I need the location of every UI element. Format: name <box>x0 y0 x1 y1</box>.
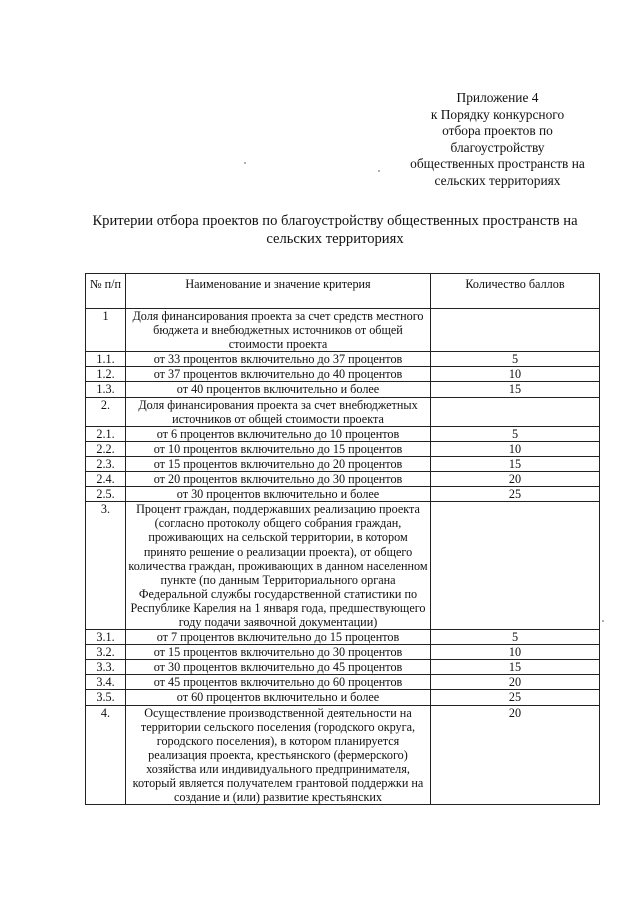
appendix-line: общественных пространств на <box>410 156 585 172</box>
row-points: 5 <box>431 352 600 367</box>
row-criterion: от 6 процентов включительно до 10 процентов <box>126 426 431 441</box>
table-row <box>86 660 600 675</box>
row-number: 3.5. <box>86 690 126 705</box>
appendix-header <box>390 90 605 190</box>
row-points: 10 <box>431 645 600 660</box>
row-criterion: от 33 процентов включительно до 37 процентов <box>126 352 431 367</box>
row-criterion: Осуществление производственной деятельности на территории сельского поселения (городского округа, городского поселения), в котором планируется реализация проекта, крестьянского (фермерского) хозяйства или индивидуального предпринимателя, который является получателем грантовой поддержки на создание и (или) развитие крестьянских <box>126 705 431 805</box>
table-row <box>86 675 600 690</box>
row-number: 4. <box>86 705 126 805</box>
row-points: 25 <box>431 690 600 705</box>
criteria-table <box>85 273 600 805</box>
appendix-line: отбора проектов по <box>442 123 553 139</box>
table-row <box>86 367 600 382</box>
row-criterion: Доля финансирования проекта за счет внебюджетных источников от общей стоимости проекта <box>126 397 431 426</box>
appendix-line: сельских территориях <box>434 172 561 188</box>
table-row <box>86 441 600 456</box>
scan-speck <box>244 162 246 164</box>
row-number: 1.3. <box>86 382 126 397</box>
row-criterion: Доля финансирования проекта за счет средств местного бюджета и внебюджетных источников от общей стоимости проекта <box>126 309 431 352</box>
row-number: 2.5. <box>86 487 126 502</box>
row-points: 25 <box>431 487 600 502</box>
row-number: 2.2. <box>86 441 126 456</box>
table-row <box>86 487 600 502</box>
title-line-2: сельских территориях <box>266 231 404 247</box>
row-criterion: от 10 процентов включительно до 15 процентов <box>126 441 431 456</box>
row-points: 15 <box>431 382 600 397</box>
row-criterion: от 40 процентов включительно и более <box>126 382 431 397</box>
row-points: 10 <box>431 367 600 382</box>
table-row <box>86 690 600 705</box>
row-number: 2.4. <box>86 472 126 487</box>
table-row <box>86 630 600 645</box>
row-points: 5 <box>431 630 600 645</box>
header-number: № п/п <box>86 274 126 309</box>
table-header-row <box>86 274 600 309</box>
scan-speck <box>602 620 604 622</box>
table-row <box>86 352 600 367</box>
table-row <box>86 397 600 426</box>
row-points: 10 <box>431 441 600 456</box>
row-criterion: от 15 процентов включительно до 30 процентов <box>126 645 431 660</box>
header-criterion: Наименование и значение критерия <box>126 274 431 309</box>
row-criterion: от 60 процентов включительно и более <box>126 690 431 705</box>
row-number: 1 <box>86 309 126 352</box>
row-criterion: от 30 процентов включительно и более <box>126 487 431 502</box>
row-number: 3.2. <box>86 645 126 660</box>
row-points <box>431 502 600 630</box>
appendix-line: Приложение 4 <box>456 90 539 105</box>
table-row <box>86 472 600 487</box>
row-points: 15 <box>431 456 600 471</box>
row-points <box>431 309 600 352</box>
table-row <box>86 456 600 471</box>
scan-speck <box>378 170 380 172</box>
row-criterion: Процент граждан, поддержавших реализацию проекта (согласно протоколу общего собрания граждан, проживающих на сельской территории, в котором принято решение о реализации проекта), от общего количества граждан, проживающих в данном населенном пункте (по данным Территориального органа Федеральной службы государственной статистики по Республике Карелия на 1 января года, предшествующего году подачи заявочной документации) <box>126 502 431 630</box>
row-number: 1.2. <box>86 367 126 382</box>
row-number: 3.3. <box>86 660 126 675</box>
row-criterion: от 37 процентов включительно до 40 процентов <box>126 367 431 382</box>
row-points: 20 <box>431 675 600 690</box>
row-number: 3. <box>86 502 126 630</box>
appendix-line: благоустройству <box>450 139 545 155</box>
table-row <box>86 502 600 630</box>
title-line-1: Критерии отбора проектов по благоустройству общественных пространств на <box>92 213 578 229</box>
row-number: 1.1. <box>86 352 126 367</box>
table-row <box>86 382 600 397</box>
row-number: 3.4. <box>86 675 126 690</box>
row-number: 2.1. <box>86 426 126 441</box>
row-criterion: от 45 процентов включительно до 60 процентов <box>126 675 431 690</box>
row-criterion: от 15 процентов включительно до 20 процентов <box>126 456 431 471</box>
row-number: 2. <box>86 397 126 426</box>
row-criterion: от 20 процентов включительно до 30 процентов <box>126 472 431 487</box>
row-points: 20 <box>431 705 600 805</box>
row-criterion: от 7 процентов включительно до 15 процентов <box>126 630 431 645</box>
table-row <box>86 426 600 441</box>
row-number: 3.1. <box>86 630 126 645</box>
row-criterion: от 30 процентов включительно до 45 процентов <box>126 660 431 675</box>
table-row <box>86 705 600 805</box>
appendix-line: к Порядку конкурсного <box>430 106 565 122</box>
row-points: 15 <box>431 660 600 675</box>
row-points: 20 <box>431 472 600 487</box>
row-points: 5 <box>431 426 600 441</box>
table-row <box>86 309 600 352</box>
document-title <box>40 212 630 248</box>
row-number: 2.3. <box>86 456 126 471</box>
header-points: Количество баллов <box>431 274 600 309</box>
table-row <box>86 645 600 660</box>
row-points <box>431 397 600 426</box>
